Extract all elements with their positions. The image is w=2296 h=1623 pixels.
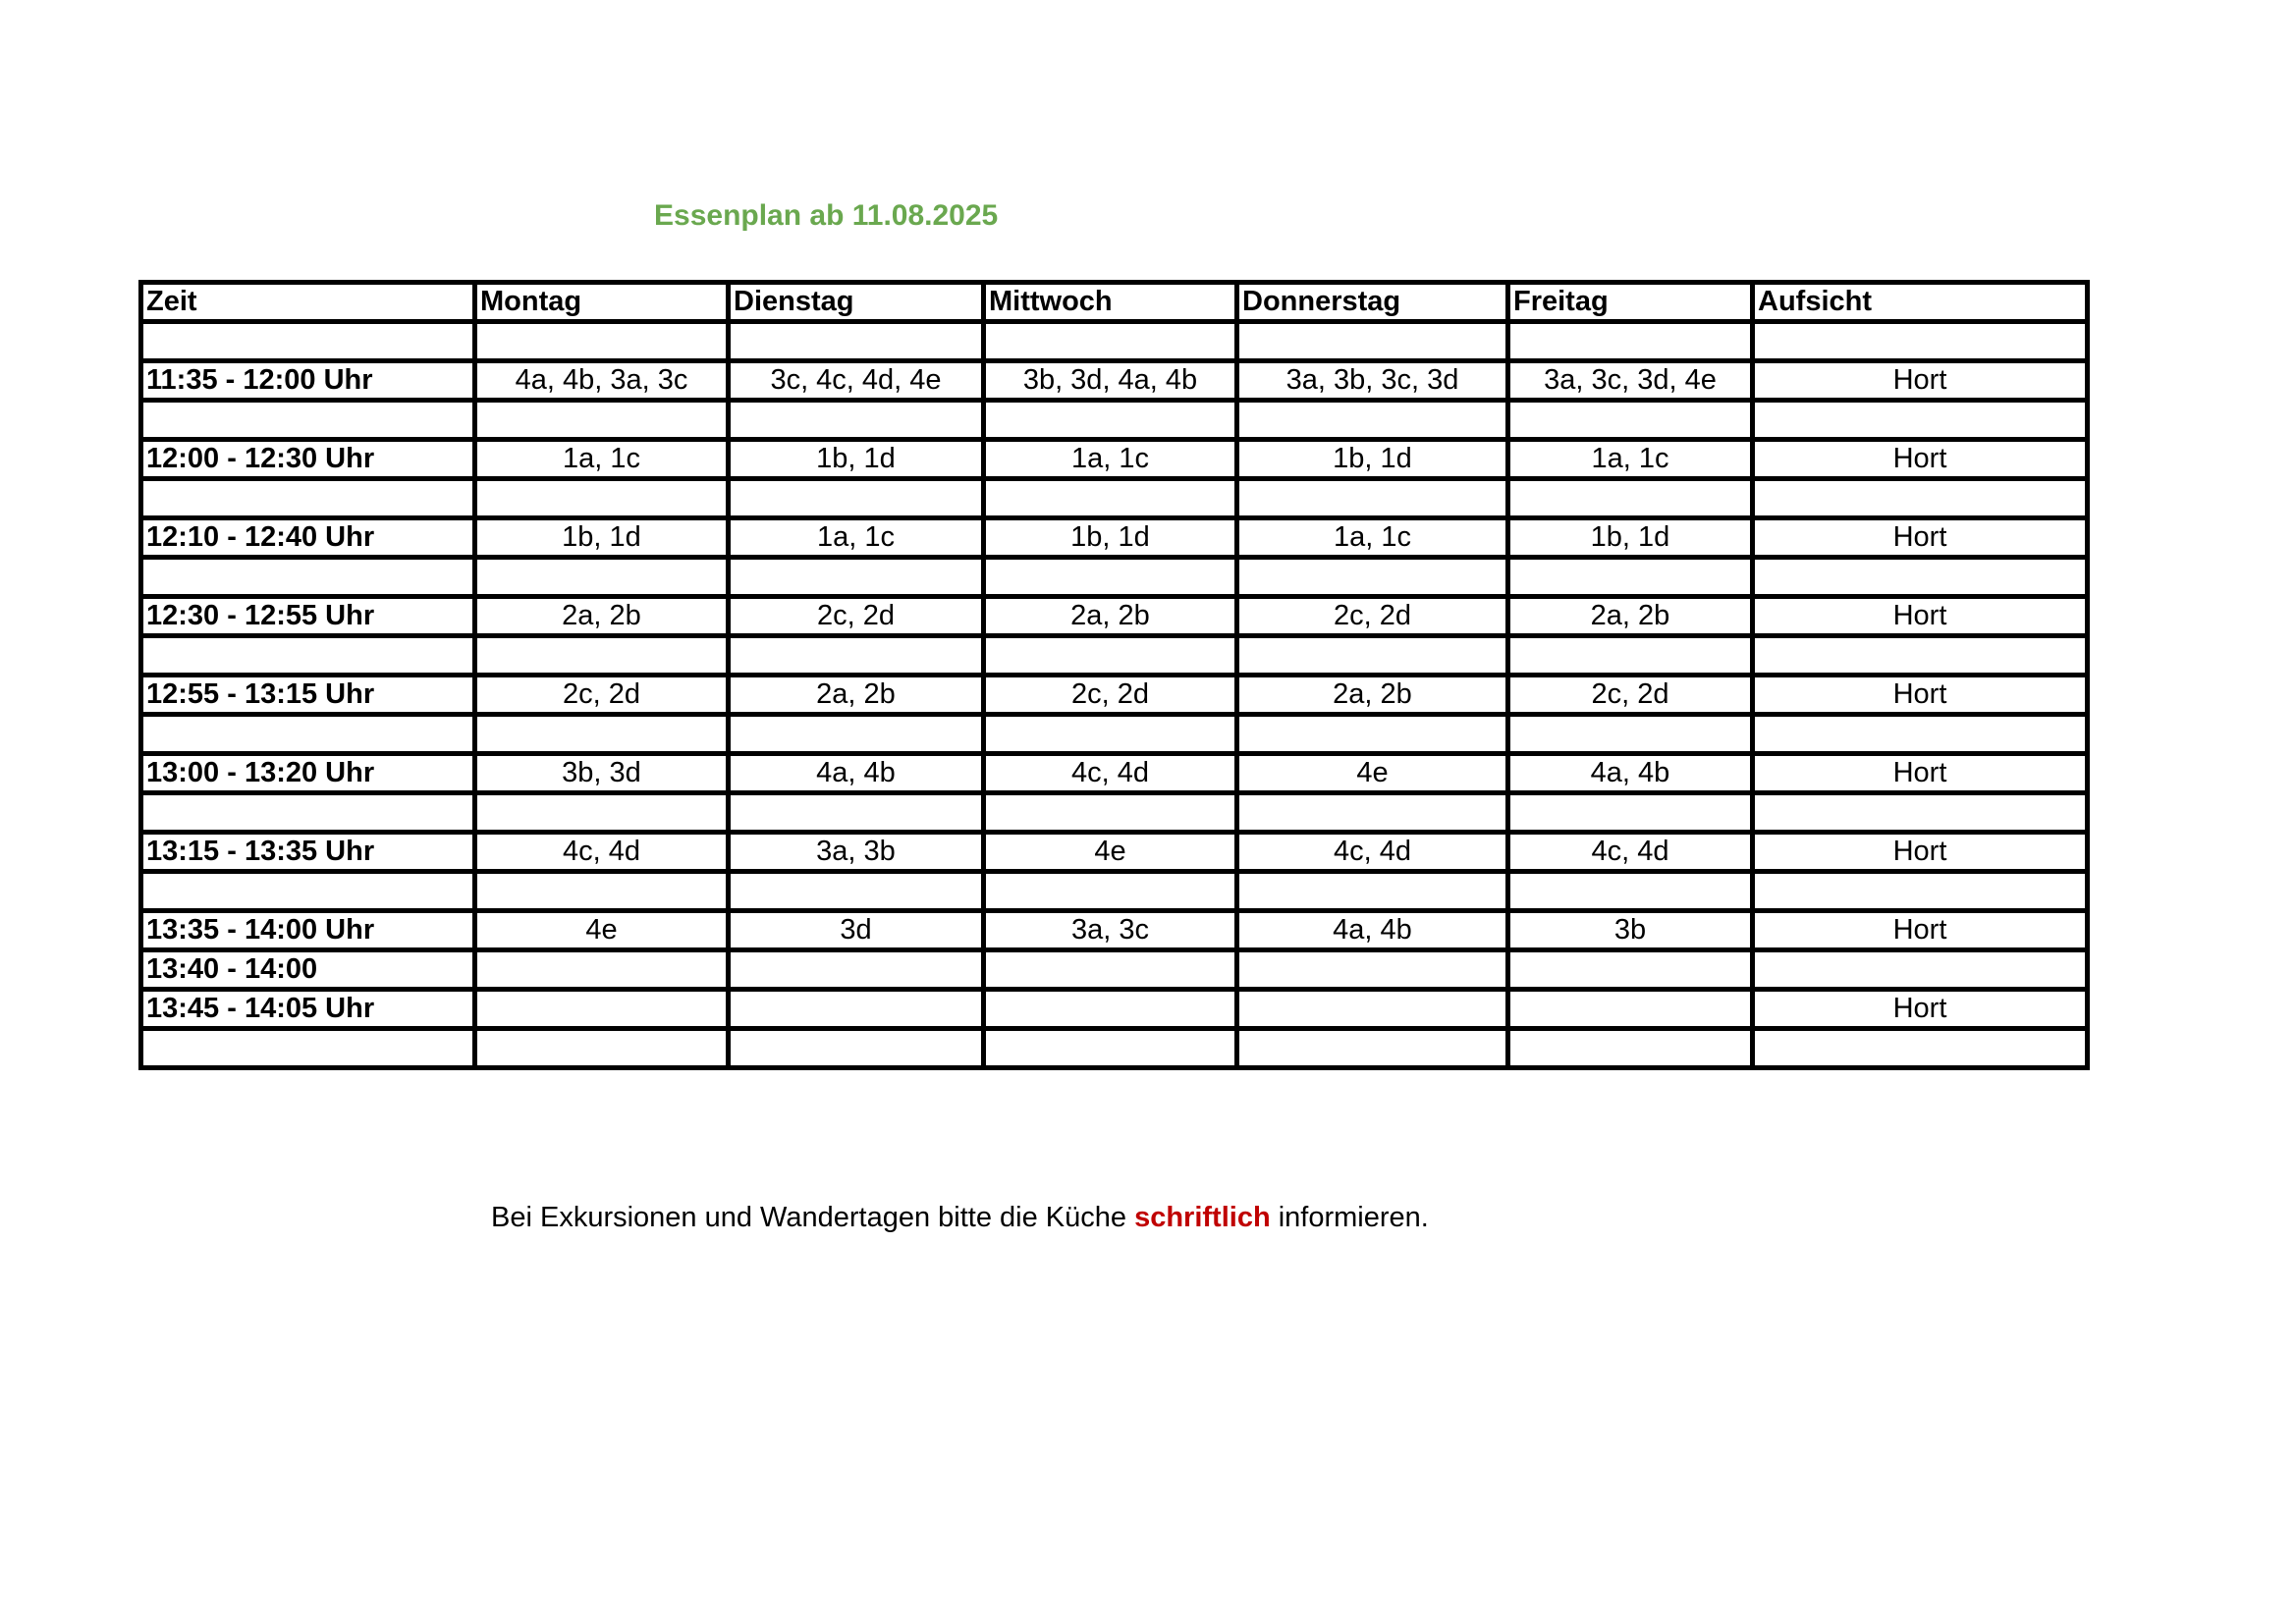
table-cell [1508,1029,1753,1068]
table-cell [1237,872,1508,911]
spacer-row [141,558,2088,597]
table-cell: 2c, 2d [984,676,1237,715]
table-cell: 3d [729,911,984,950]
table-cell: Hort [1753,361,2088,401]
table-cell: 3b, 3d, 4a, 4b [984,361,1237,401]
table-cell: 2a, 2b [475,597,729,636]
time-slot-cell [141,401,475,440]
table-cell [475,636,729,676]
table-cell [984,322,1237,361]
table-cell [729,793,984,833]
table-cell: 2c, 2d [729,597,984,636]
table-cell [729,558,984,597]
table-cell [1237,990,1508,1029]
table-cell: 4e [475,911,729,950]
table-cell: 1b, 1d [1508,518,1753,558]
table-cell: 4a, 4b [1508,754,1753,793]
table-cell [1753,715,2088,754]
table-cell [984,793,1237,833]
table-cell: 2c, 2d [475,676,729,715]
table-cell [1753,401,2088,440]
time-slot-cell: 11:35 - 12:00 Uhr [141,361,475,401]
table-cell: 1a, 1c [984,440,1237,479]
table-cell [984,1029,1237,1068]
table-cell: 3a, 3c [984,911,1237,950]
table-cell: 3c, 4c, 4d, 4e [729,361,984,401]
table-cell [1753,479,2088,518]
table-cell [729,636,984,676]
time-slot-cell: 12:30 - 12:55 Uhr [141,597,475,636]
table-row [141,518,2088,558]
table-cell [729,1029,984,1068]
table-cell: 1a, 1c [475,440,729,479]
note-text-before: Bei Exkursionen und Wandertagen bitte die Küche [491,1202,1135,1233]
table-cell [1508,636,1753,676]
page-title: Essenplan ab 11.08.2025 [654,199,999,232]
time-slot-cell [141,558,475,597]
column-header: Dienstag [729,283,984,322]
table-cell [475,793,729,833]
table-cell: 2a, 2b [984,597,1237,636]
column-header: Aufsicht [1753,283,2088,322]
table-cell: Hort [1753,676,2088,715]
table-row [141,990,2088,1029]
time-slot-cell: 13:35 - 14:00 Uhr [141,911,475,950]
table-cell [475,950,729,990]
table-row [141,833,2088,872]
table-cell [729,479,984,518]
table-cell [729,872,984,911]
time-slot-cell: 13:15 - 13:35 Uhr [141,833,475,872]
table-cell [475,479,729,518]
table-cell [1753,872,2088,911]
table-cell [729,322,984,361]
spacer-row [141,872,2088,911]
time-slot-cell: 13:45 - 14:05 Uhr [141,990,475,1029]
time-slot-cell [141,715,475,754]
time-slot-cell: 13:40 - 14:00 [141,950,475,990]
table-cell [1508,715,1753,754]
table-cell [1237,322,1508,361]
table-cell [1237,636,1508,676]
table-cell [729,401,984,440]
table-cell [1237,479,1508,518]
table-cell [1508,793,1753,833]
table-cell: Hort [1753,833,2088,872]
table-cell [1237,1029,1508,1068]
time-slot-cell [141,636,475,676]
table-cell [1753,636,2088,676]
table-row [141,440,2088,479]
meal-schedule-table [138,280,2090,1070]
table-cell [1237,401,1508,440]
table-row [141,950,2088,990]
table-cell [1753,1029,2088,1068]
table-cell: 2c, 2d [1508,676,1753,715]
table-cell [984,715,1237,754]
table-cell: 3a, 3b, 3c, 3d [1237,361,1508,401]
table-cell: 4c, 4d [1508,833,1753,872]
spacer-row [141,636,2088,676]
table-cell [475,322,729,361]
table-cell [984,636,1237,676]
note-highlight: schriftlich [1134,1202,1271,1233]
spacer-row [141,401,2088,440]
table-cell: Hort [1753,597,2088,636]
table-cell: 3b [1508,911,1753,950]
time-slot-cell: 12:55 - 13:15 Uhr [141,676,475,715]
table-row [141,597,2088,636]
table-cell [984,558,1237,597]
table-cell [1753,950,2088,990]
column-header: Zeit [141,283,475,322]
table-cell: 2a, 2b [729,676,984,715]
column-header: Freitag [1508,283,1753,322]
table-cell [1508,479,1753,518]
table-cell: 3a, 3b [729,833,984,872]
time-slot-cell [141,322,475,361]
table-cell: 4a, 4b [729,754,984,793]
table-cell [475,715,729,754]
table-cell [475,872,729,911]
table-cell [1508,872,1753,911]
table-cell: Hort [1753,518,2088,558]
table-cell [1508,558,1753,597]
table-cell: 4c, 4d [984,754,1237,793]
table-cell: 3b, 3d [475,754,729,793]
table-cell: 4a, 4b, 3a, 3c [475,361,729,401]
table-cell: 4c, 4d [1237,833,1508,872]
table-cell [475,1029,729,1068]
table-cell: 4a, 4b [1237,911,1508,950]
table-cell [984,950,1237,990]
table-cell: 1b, 1d [1237,440,1508,479]
table-cell: Hort [1753,911,2088,950]
table-cell [1508,990,1753,1029]
table-cell: 2a, 2b [1508,597,1753,636]
table-row [141,361,2088,401]
table-cell: 2a, 2b [1237,676,1508,715]
spacer-row [141,715,2088,754]
time-slot-cell: 12:10 - 12:40 Uhr [141,518,475,558]
table-cell [729,715,984,754]
note-text-after: informieren. [1270,1202,1429,1233]
table-cell [1508,950,1753,990]
table-cell [984,872,1237,911]
column-header: Montag [475,283,729,322]
table-cell: 1b, 1d [729,440,984,479]
table-cell: 1a, 1c [1508,440,1753,479]
table-cell [475,401,729,440]
table-cell [1237,558,1508,597]
table-row [141,676,2088,715]
table-cell: 1b, 1d [475,518,729,558]
table-cell [475,558,729,597]
table-cell [1753,558,2088,597]
table-cell [1237,950,1508,990]
time-slot-cell: 13:00 - 13:20 Uhr [141,754,475,793]
table-cell: 1a, 1c [1237,518,1508,558]
column-header: Donnerstag [1237,283,1508,322]
table-cell: 2c, 2d [1237,597,1508,636]
table-cell [475,990,729,1029]
table-cell [729,950,984,990]
table-cell [984,401,1237,440]
time-slot-cell: 12:00 - 12:30 Uhr [141,440,475,479]
table-cell: Hort [1753,440,2088,479]
time-slot-cell [141,1029,475,1068]
table-cell: Hort [1753,754,2088,793]
time-slot-cell [141,479,475,518]
table-cell: 1b, 1d [984,518,1237,558]
kitchen-note [491,1202,1429,1234]
table-cell [1508,401,1753,440]
table-cell: Hort [1753,990,2088,1029]
table-cell [984,990,1237,1029]
spacer-row [141,1029,2088,1068]
table-cell [1237,715,1508,754]
table-row [141,911,2088,950]
spacer-row [141,322,2088,361]
table-cell: 1a, 1c [729,518,984,558]
time-slot-cell [141,793,475,833]
table-cell: 3a, 3c, 3d, 4e [1508,361,1753,401]
table-cell [1237,793,1508,833]
table-cell: 4e [1237,754,1508,793]
spacer-row [141,793,2088,833]
table-cell [729,990,984,1029]
column-header: Mittwoch [984,283,1237,322]
table-cell [1753,793,2088,833]
table-cell: 4c, 4d [475,833,729,872]
spacer-row [141,479,2088,518]
table-cell [1753,322,2088,361]
table-row [141,754,2088,793]
table-cell [984,479,1237,518]
time-slot-cell [141,872,475,911]
header-row [141,283,2088,322]
table-cell [1508,322,1753,361]
table-cell: 4e [984,833,1237,872]
